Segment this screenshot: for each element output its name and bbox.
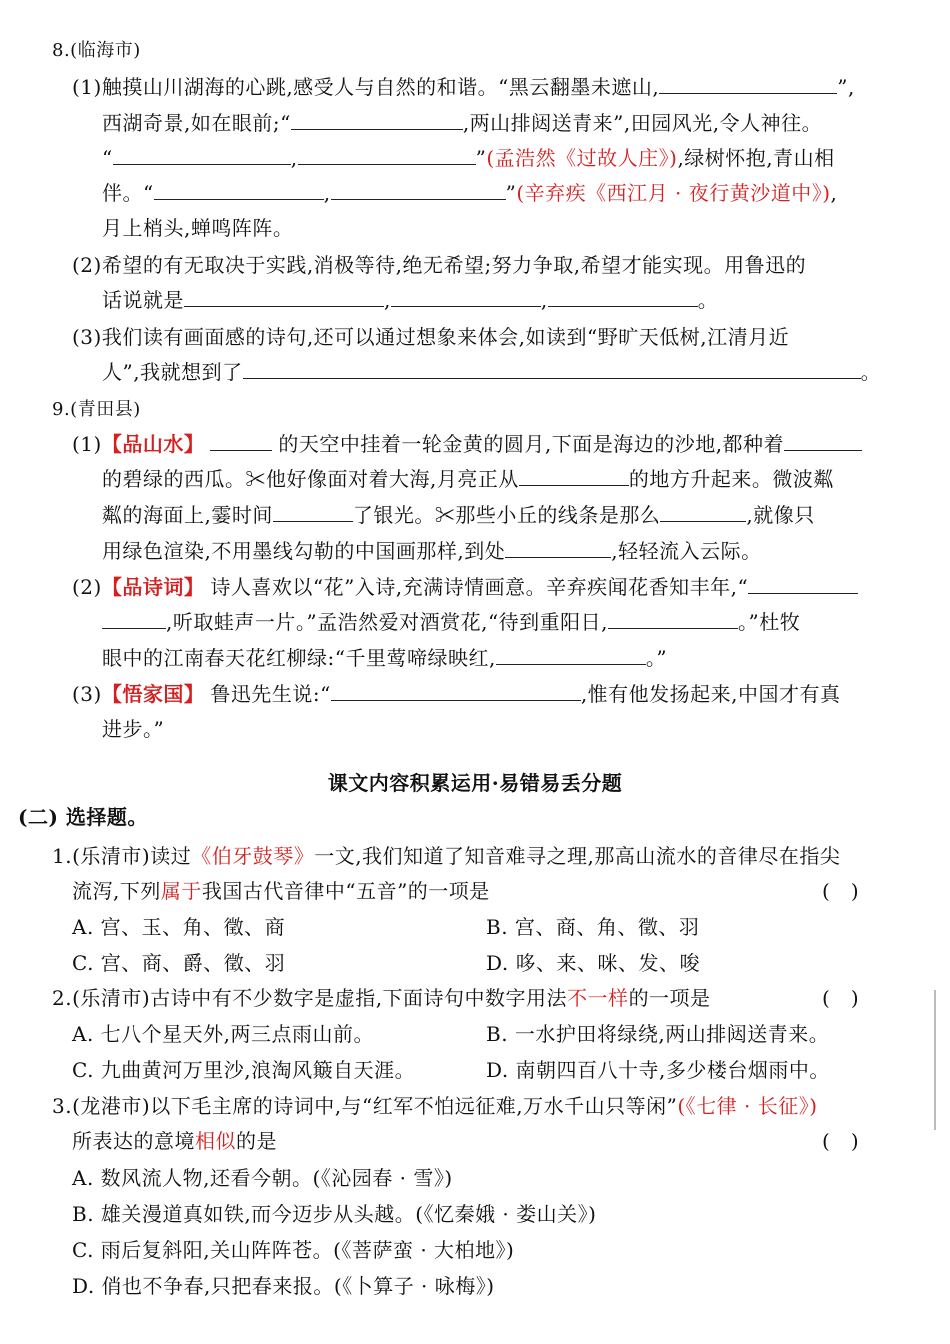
q9-p1-text: 的地方升起来。微波粼: [628, 467, 834, 491]
mc2-option-a[interactable]: [72, 1019, 374, 1049]
option-label: C. 九曲黄河万里沙,浪淘风簸自天涯。: [72, 1058, 416, 1082]
q8-p3-text: 。: [860, 360, 882, 384]
mc1-text: 一文,我们知道了知音难寻之理,那高山流水的音律尽在指尖: [314, 844, 841, 868]
q8-p1-text: ,绿树怀抱,青山相: [677, 146, 835, 170]
option-label: A. 七八个星天外,两三点雨山前。: [72, 1022, 375, 1046]
answer-blank[interactable]: [505, 537, 611, 558]
section-title: [0, 768, 950, 798]
q9-p2-num: (2): [72, 575, 102, 599]
answer-blank[interactable]: [273, 501, 353, 522]
q9-p2-line1: [72, 572, 858, 602]
option-label: B. 雄关漫道真如铁,而今迈步从头越。(《忆秦娥 · 娄山关》): [72, 1202, 597, 1226]
option-label: D. 南朝四百八十寺,多少楼台烟雨中。: [486, 1058, 830, 1082]
answer-blank[interactable]: [291, 109, 463, 130]
q8-p1-text: (1)触摸山川湖海的心跳,感受人与自然的和谐。“黑云翻墨未遮山,: [72, 75, 660, 99]
mc1-red-text: 属于: [160, 879, 202, 903]
answer-paren[interactable]: ( ): [822, 986, 860, 1010]
mc2-line1: [52, 983, 711, 1013]
q8-p2-text: ,: [384, 288, 391, 312]
mc1-red-text: 《伯牙鼓琴》: [191, 844, 315, 868]
mc1-line2: [72, 876, 490, 906]
scissors-icon: ✂: [245, 467, 266, 491]
q9-p2-line3: [102, 643, 667, 673]
answer-blank[interactable]: [519, 465, 629, 486]
section-title-text: 课文内容积累运用·易错易丢分题: [327, 771, 623, 795]
q8-p2-line2: [102, 285, 718, 315]
q9-heading-text: 9.(青田县): [52, 399, 141, 420]
q8-p1-text: 月上梢头,蝉鸣阵阵。: [102, 216, 294, 240]
q9-p1-line2: [102, 464, 834, 494]
answer-blank[interactable]: [391, 286, 541, 307]
mc1-option-b[interactable]: [486, 912, 699, 942]
scissors-icon: ✂: [434, 503, 456, 527]
answer-blank[interactable]: [210, 430, 272, 451]
mc3-option-c[interactable]: [72, 1235, 514, 1265]
q9-p1-text: 那些小丘的线条是那么: [455, 503, 661, 527]
q8-p1-text: 伴。“: [102, 181, 154, 205]
part2-title: [18, 802, 148, 832]
answer-blank[interactable]: [154, 179, 324, 200]
mc1-line1: [52, 841, 840, 871]
option-label: B. 宫、商、角、徵、羽: [486, 915, 700, 939]
option-label: A. 数风流人物,还看今朝。(《沁园春 · 雪》): [72, 1166, 453, 1190]
q9-p2-text: 。”杜牧: [738, 610, 801, 634]
q9-p2-text: 。”: [645, 646, 668, 670]
mc3-answer-paren[interactable]: [822, 1126, 859, 1156]
q9-p1-line3: [102, 500, 815, 530]
answer-blank[interactable]: [331, 179, 506, 200]
mc3-num: 3.: [52, 1094, 73, 1118]
q8-p3-text: (3)我们读有画面感的诗句,还可以通过想象来体会,如读到“野旷天低树,江清月近: [72, 325, 790, 349]
option-label: A. 宫、玉、角、徵、商: [72, 915, 286, 939]
q9-p1-text: ,就像只: [746, 503, 815, 527]
q8-p2-text: ,: [540, 288, 548, 312]
mc3-option-a[interactable]: [72, 1163, 453, 1193]
mc3-line1: [52, 1091, 818, 1121]
q8-p1-source-red: (辛弃疾《西江月 · 夜行黄沙道中》): [516, 181, 831, 205]
mc3-text: (龙港市)以下毛主席的诗词中,与“红军不怕远征难,万水千山只等闲”: [72, 1094, 678, 1118]
q9-p3-text: ,惟有他发扬起来,中国才有真: [580, 682, 841, 706]
q8-p3-line1: [72, 322, 789, 352]
q8-p1-line4: [102, 178, 837, 208]
q8-p1-line3: [102, 143, 835, 173]
mc1-option-d[interactable]: [486, 948, 700, 978]
q8-p2-text: 。: [697, 288, 719, 312]
answer-blank[interactable]: [608, 608, 738, 629]
q9-p3-tag: 【悟家国】: [101, 682, 205, 706]
q9-p1-line1: [72, 429, 862, 459]
answer-blank[interactable]: [659, 73, 837, 94]
q9-p2-text: 诗人喜欢以“花”入诗,充满诗情画意。辛弃疾闻花香知丰年,“: [210, 575, 749, 599]
q8-heading: [52, 34, 141, 64]
scan-edge-mark: [934, 990, 936, 1130]
answer-blank[interactable]: [243, 358, 861, 379]
q9-p1-text: 粼的海面上,霎时间: [102, 503, 273, 527]
q9-p1-text: 的碧绿的西瓜。: [102, 467, 246, 491]
q8-p2-line1: [72, 250, 806, 280]
q8-p1-text: ,两山排闼送青来”,田园风光,令人神往。: [462, 111, 823, 135]
mc3-option-b[interactable]: [72, 1199, 596, 1229]
q9-p3-num: (3): [72, 682, 102, 706]
q8-p3-line2: [102, 357, 881, 387]
q9-p3-text: 进步。”: [102, 717, 165, 741]
option-label: D. 哆、来、咪、发、唆: [486, 951, 701, 975]
option-label: B. 一水护田将绿绕,两山排闼送青来。: [486, 1022, 830, 1046]
mc1-option-a[interactable]: [72, 912, 285, 942]
q9-p2-text: 眼中的江南春天花红柳绿:“千里莺啼绿映红,: [102, 646, 496, 670]
q9-p3-text: 鲁迅先生说:“: [210, 682, 331, 706]
q9-p1-tag: 【品山水】: [101, 432, 205, 456]
answer-blank[interactable]: [184, 286, 384, 307]
q8-p1-text: 西湖奇景,如在眼前;“: [102, 111, 291, 135]
q9-p2-line2: [102, 607, 800, 637]
q8-p2-text: 话说就是: [102, 288, 184, 312]
mc2-red-text: 不一样: [567, 986, 629, 1010]
q8-p1-text: “: [102, 146, 113, 170]
mc3-option-d[interactable]: [72, 1271, 495, 1301]
mc1-num: 1.: [52, 844, 73, 868]
q8-p1-line2: [102, 108, 822, 138]
mc2-option-d[interactable]: [486, 1055, 830, 1085]
mc2-num: 2.: [52, 986, 73, 1010]
q8-p1-text: ,: [290, 146, 298, 170]
answer-blank[interactable]: [102, 608, 166, 629]
q9-p1-num: (1): [72, 432, 102, 456]
answer-blank[interactable]: [748, 573, 858, 594]
mc1-text: 流泻,下列: [72, 879, 161, 903]
q8-p1-text: ”: [505, 181, 517, 205]
q8-p1-source-red: (孟浩然《过故人庄》): [486, 146, 678, 170]
answer-paren[interactable]: ( ): [822, 1129, 860, 1153]
option-label: D. 俏也不争春,只把春来报。(《卜算子 · 咏梅》): [72, 1274, 495, 1298]
answer-blank[interactable]: [331, 680, 581, 701]
mc1-text: 我国古代音律中“五音”的一项是: [201, 879, 490, 903]
option-label: C. 雨后复斜阳,关山阵阵苍。(《菩萨蛮 · 大柏地》): [72, 1238, 515, 1262]
part2-title-text: (二) 选择题。: [18, 805, 148, 829]
q8-p1-line5: [102, 213, 293, 243]
q9-p3-line1: [72, 679, 841, 709]
q9-p2-tag: 【品诗词】: [101, 575, 205, 599]
answer-blank[interactable]: [548, 286, 698, 307]
answer-paren[interactable]: ( ): [822, 879, 860, 903]
q9-p3-line2: [102, 714, 164, 744]
q9-p1-text: 他好像面对着大海,月亮正从: [266, 467, 519, 491]
q9-p1-text: 的天空中挂着一轮金黄的圆月,下面是海边的沙地,都种着: [278, 432, 785, 456]
mc3-text: 的是: [236, 1129, 277, 1153]
q9-heading: [52, 393, 141, 423]
q8-p1-text: ”: [475, 146, 487, 170]
q9-p1-text: ,轻轻流入云际。: [611, 539, 762, 563]
mc3-red-text: 相似: [195, 1129, 236, 1153]
q9-p1-text: 用绿色渲染,不用墨线勾勒的中国画那样,到处: [102, 539, 506, 563]
q8-p1-line1: [72, 72, 855, 102]
mc2-text: 的一项是: [628, 986, 711, 1010]
mc1-answer-paren[interactable]: [822, 876, 859, 906]
q8-heading-text: 8.(临海市): [52, 40, 141, 61]
answer-blank[interactable]: [784, 430, 862, 451]
answer-blank[interactable]: [496, 644, 646, 665]
q8-p3-text: 人”,我就想到了: [102, 360, 243, 384]
mc2-text: (乐清市)古诗中有不少数字是虚指,下面诗句中数字用法: [72, 986, 568, 1010]
mc3-line2: [72, 1126, 277, 1156]
q8-p1-quote-end: ”,: [837, 75, 855, 99]
mc2-option-b[interactable]: [486, 1019, 829, 1049]
answer-blank[interactable]: [113, 144, 291, 165]
q9-p1-line4: [102, 536, 762, 566]
answer-blank[interactable]: [298, 144, 476, 165]
mc2-option-c[interactable]: [72, 1055, 415, 1085]
q8-p2-text: (2)希望的有无取决于实践,消极等待,绝无希望;努力争取,希望才能实现。用鲁迅的: [72, 253, 807, 277]
answer-blank[interactable]: [660, 501, 746, 522]
q9-p2-text: ,听取蛙声一片。”孟浩然爱对酒赏花,“待到重阳日,: [166, 610, 609, 634]
mc3-text: 所表达的意境: [72, 1129, 195, 1153]
mc1-text: (乐清市)读过: [72, 844, 192, 868]
q8-p1-text: ,: [830, 181, 838, 205]
mc3-red-text: (《七律 · 长征》): [677, 1094, 818, 1118]
q8-p1-text: ,: [323, 181, 331, 205]
mc1-option-c[interactable]: [72, 948, 285, 978]
option-label: C. 宫、商、爵、徵、羽: [72, 951, 286, 975]
q9-p1-text: 了银光。: [352, 503, 435, 527]
mc2-answer-paren[interactable]: [822, 983, 859, 1013]
